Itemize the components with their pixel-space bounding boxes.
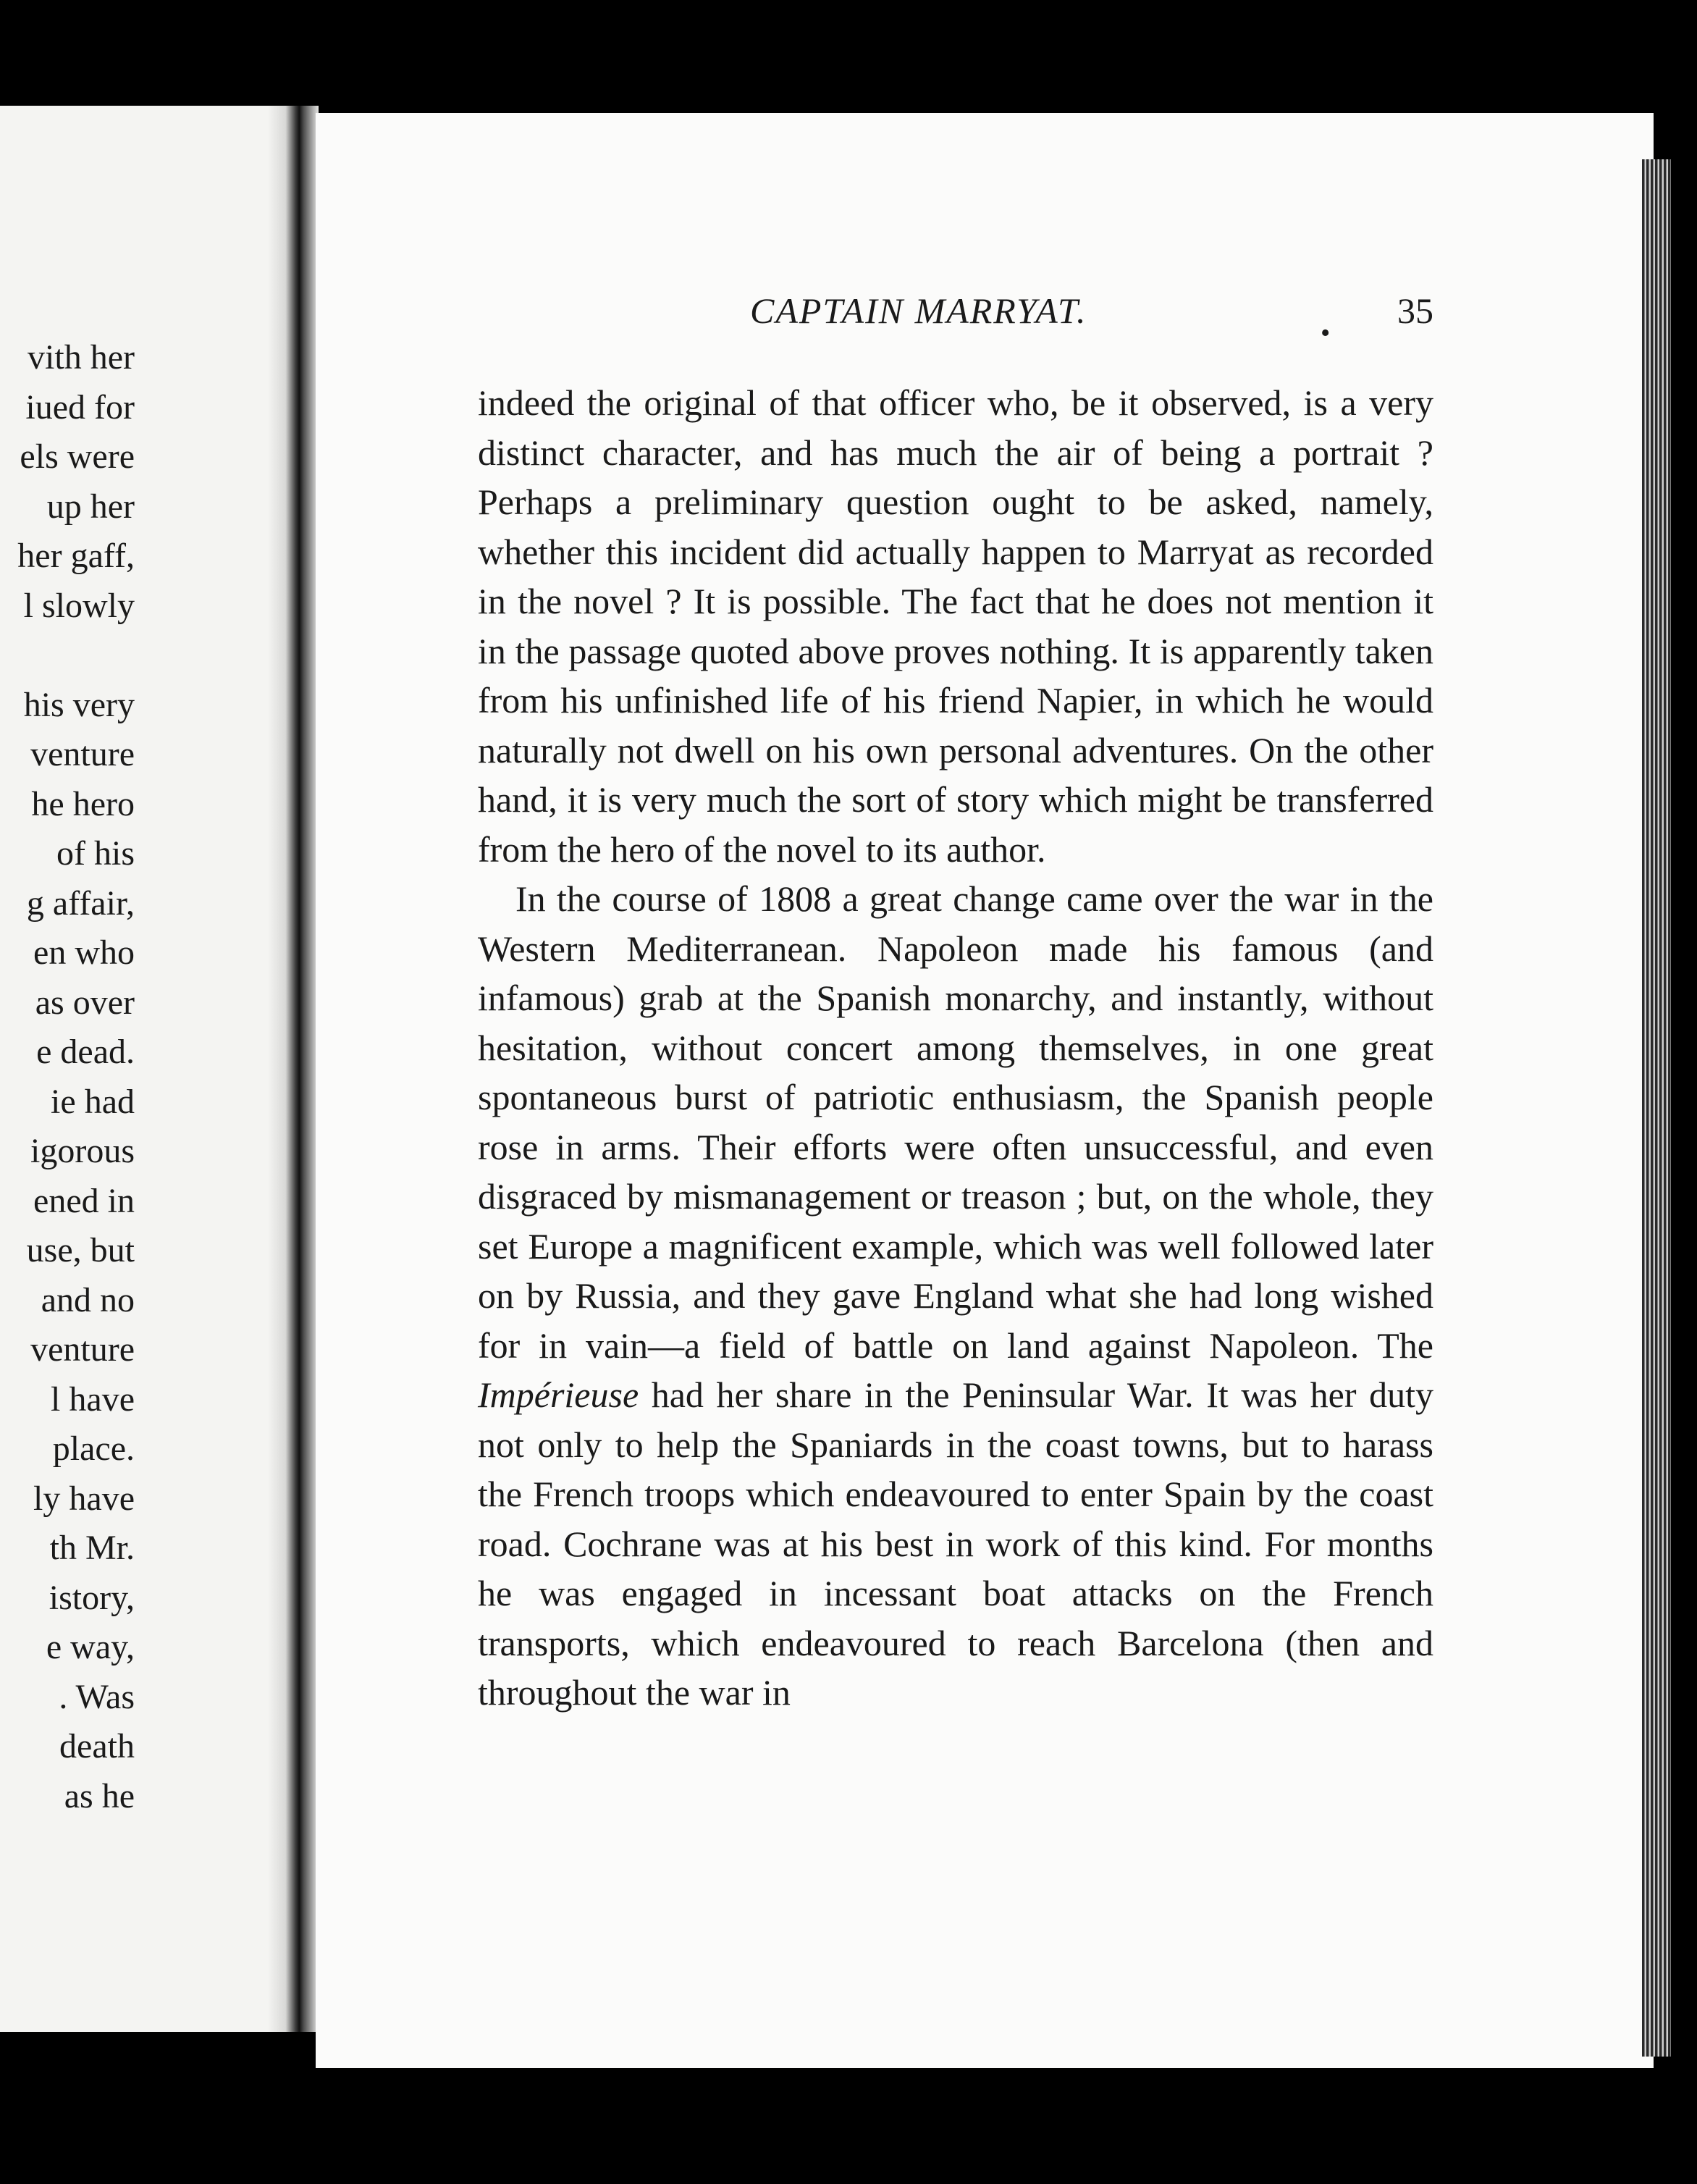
left-page-line: g affair, <box>26 883 135 923</box>
paragraph-text: In the course of 1808 a great change came over the war in the Western Mediterranean. Napoleon made his famous (and infamous) grab at the Spanish monarchy, and instantly, without hesitation, without concert among themselves, in one great spontaneous burst of patriotic enthusiasm, the Spanish people rose in arms. Their efforts were often unsuccessful, and even disgraced by mismanagement or treason ; but, on the whole, they set Europe a magnificent example, which was well followed later on by Russia, and they gave England what she had long wished for in vain—a field of battle on land against Napoleon. The <box>478 878 1433 1366</box>
left-page-line: place. <box>52 1429 135 1468</box>
left-page-line: his very <box>23 685 135 724</box>
left-page-line: and no <box>41 1280 135 1319</box>
book-gutter <box>268 106 319 2032</box>
left-page-line: her gaff, <box>17 537 135 575</box>
page-edge <box>1642 159 1671 2057</box>
left-page-line: use, but <box>26 1231 135 1269</box>
paragraph <box>478 874 1433 1718</box>
left-page <box>0 106 297 2032</box>
left-page-line: vith her <box>28 338 135 377</box>
body-text <box>478 378 1433 1718</box>
left-page-line: e dead. <box>36 1033 135 1071</box>
left-page-line: up her <box>46 487 135 526</box>
left-page-line: . Was <box>59 1677 135 1716</box>
paragraph: indeed the original of that officer who, be it observed, is a very distinct character, and has much the air of being a portrait ? Perhaps a preliminary question ought to be asked, namely, whether this incident did actually happen to Marryat as recorded in the novel ? It is possible. The fact that he does not mention it in the passage quoted above proves nothing. It is apparently taken from his unfinished life of his friend Napier, in which he would naturally not dwell on his own personal adventures. On the other hand, it is very much the sort of story which might be transferred from the hero of the novel to its author. <box>478 382 1433 870</box>
left-page-line: as over <box>35 983 135 1022</box>
left-page-line: of his <box>56 834 135 873</box>
left-page-line: iued for <box>25 387 135 427</box>
left-page-line: venture <box>30 735 135 773</box>
paragraph-text: had her share in the Peninsular War. It was her duty not only to help the Spaniards in the coast towns, but to harass the French troops which endeavoured to enter Spain by the coast road. Cochrane was at his best in work of this kind. For months he was engaged in incessant boat attacks on the French transports, which endeavoured to reach Barcelona (then and throughout the war in <box>478 1374 1433 1713</box>
left-page-line: els were <box>20 437 135 476</box>
left-page-line: l slowly <box>23 586 135 625</box>
left-page-line: as he <box>64 1776 135 1815</box>
left-page-line: death <box>59 1727 135 1765</box>
left-page-line: ly have <box>33 1479 135 1518</box>
page-header <box>0 290 1697 348</box>
left-page-line: l have <box>51 1379 135 1419</box>
left-page-line: en who <box>33 933 135 972</box>
ship-name: Impérieuse <box>478 1374 639 1415</box>
left-page-line: he hero <box>31 784 135 823</box>
running-title: CAPTAIN MARRYAT. <box>750 290 1087 331</box>
left-page-line: ie had <box>51 1082 135 1121</box>
left-page-line: e way, <box>46 1628 135 1666</box>
left-page-line: venture <box>30 1330 135 1369</box>
page-number: 35 <box>1397 290 1433 331</box>
left-page-line: ened in <box>33 1181 135 1220</box>
left-page-line: istory, <box>49 1578 135 1617</box>
left-page-line: igorous <box>30 1132 135 1170</box>
header-ornament: • <box>1321 318 1331 348</box>
left-page-line: th Mr. <box>49 1529 135 1567</box>
